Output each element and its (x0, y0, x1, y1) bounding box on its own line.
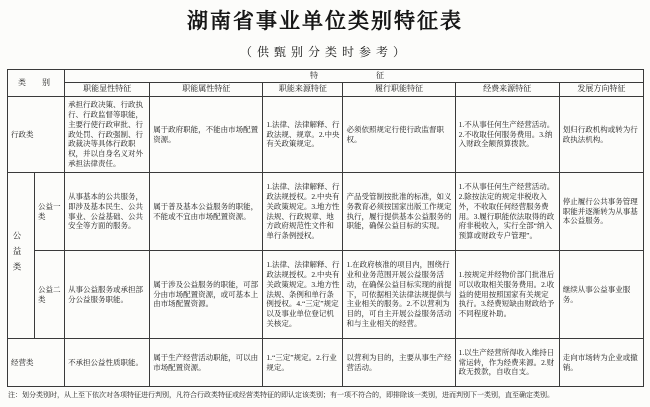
cell-op-explicit: 不承担公益性质职能。 (65, 339, 150, 387)
cell-pw1-explicit: 从事基本的公共服务，即涉及基本民生、公共事业、公益基础、公共安全等方面的服务。 (65, 173, 150, 251)
table-row-administrative (8, 97, 644, 173)
cell-pw1-direction: 停止履行公共事务管理职能并逐渐转为从事基本公益服务。 (559, 173, 643, 251)
col-header-function-performance: 履行职能特征 (343, 83, 455, 97)
cell-admin-source: 1.法律、法律解释、行政法规、规章。2.中央有关政策规定。 (263, 97, 343, 173)
col-header-function-source: 职能来源特征 (263, 83, 343, 97)
cell-op-performance: 以营利为目的，主要从事生产经营活动。 (343, 339, 455, 387)
cell-pw2-source: 1.法律、法律解释、行政法规授权。2.中央有关政策规定。3.地方性法规、条例和单行条例授权。4.“三定”规定以及事业单位登记机关核定。 (263, 251, 343, 339)
cell-op-funding: 1.以生产经营所得收入维持日常运转，作为经费来源。2.财政无拨款，自收自支。 (455, 339, 559, 387)
footnote: 注：划分类别时，从上至下依次对各项特征进行判别，凡符合行政类特征或经营类特征的即认定该类别；有一项不符合的，即排除该一类别，进而判别下一类别，直至确定类别。 (8, 391, 554, 399)
col-header-funding-source: 经费来源特征 (455, 83, 559, 97)
cell-pw1-attribute: 属于普及基本公益服务的职能，不能或不宜由市场配置资源。 (150, 173, 263, 251)
cell-admin-attribute: 属于政府职能，不能由市场配置资源。 (150, 97, 263, 173)
cell-pw2-attribute: 属于涉及公益服务的职能，可部分由市场配置资源，或可基本上由市场配置资源。 (150, 251, 263, 339)
public-welfare-label: 公益类 (12, 230, 23, 278)
row-category-operational: 经营类 (8, 339, 65, 387)
cell-op-source: 1.“三定”规定。2.行业规定。 (263, 339, 343, 387)
col-header-function-explicit: 职能显性特征 (65, 83, 150, 97)
row-category-public-welfare (8, 173, 35, 339)
page-title: 湖南省事业单位类别特征表 (187, 10, 463, 33)
cell-pw2-performance: 1.在政府核准的项目内，围绕行业和业务范围开展公益服务活动，在确保公益目标实现的前提下，可依据相关法律法规提供与主业相关的服务。2.不以营利为目的，可自主开展公益服务活动和与主业相关的经营。 (343, 251, 455, 339)
row-category-public-welfare-2: 公益二类 (35, 251, 65, 339)
cell-pw2-explicit: 从事公益服务或承担部分公益服务职能。 (65, 251, 150, 339)
cell-pw2-direction: 继续从事公益事业服务。 (559, 251, 643, 339)
page-subtitle: （供甄别分类时参考） (239, 45, 410, 59)
cell-pw1-performance: 产品受管制按批准的标准，如义务教育必须按国家出版工作规定执行，履行提供基本公益服务的职能，确保公益目标的实现。 (343, 173, 455, 251)
cell-pw2-funding: 1.按规定并经物价部门批准后可以收取相关服务费用。2.收益的使用按照国家有关规定执行。3.经费短缺由财政给予不同程度补助。 (455, 251, 559, 339)
cell-admin-funding: 1.不从事任何生产经营活动。2.不收取任何服务费用。3.纳入财政全额预算拨款。 (455, 97, 559, 173)
row-category-public-welfare-1: 公益一类 (35, 173, 65, 251)
cell-admin-performance: 必须依照规定行使行政监督职权。 (343, 97, 455, 173)
cell-op-attribute: 属于生产经营活动职能，可以由市场配置资源。 (150, 339, 263, 387)
cell-pw1-source: 1.法律、法律解释、行政法规授权。2.中央有关政策规定。3.地方性法规、行政规章、地方政府规范性文件和单行条例授权。 (263, 173, 343, 251)
table-row-operational (8, 339, 644, 387)
table-row-public-welfare-1 (8, 173, 644, 251)
cell-admin-explicit: 承担行政决策、行政执行、行政监督等职能，主要行使行政审批、行政处罚、行政强制、行政裁决等具体行政职权，并以自身名义对外承担法律责任。 (65, 97, 150, 173)
header-group-label: 特 征 (65, 70, 644, 83)
col-header-function-attribute: 职能属性特征 (150, 83, 263, 97)
header-group-row (8, 70, 644, 83)
cell-pw1-funding: 1.不从事任何生产经营活动。2.除按法定的规定非税收入外，不收取任何经营服务费用。3.履行职能依法取得的政府非税收入，实行全部“纳入预算或财政专户管理”。 (455, 173, 559, 251)
cell-op-direction: 走向市场转为企业或撤销。 (559, 339, 643, 387)
corner-label: 类 别 (8, 70, 65, 97)
category-feature-table (7, 69, 644, 387)
column-header-row (8, 83, 644, 97)
col-header-development-direction: 发展方向特征 (559, 83, 643, 97)
table-row-public-welfare-2 (8, 251, 644, 339)
row-category-administrative: 行政类 (8, 97, 65, 173)
cell-admin-direction: 划归行政机构或转为行政执法机构。 (559, 97, 643, 173)
